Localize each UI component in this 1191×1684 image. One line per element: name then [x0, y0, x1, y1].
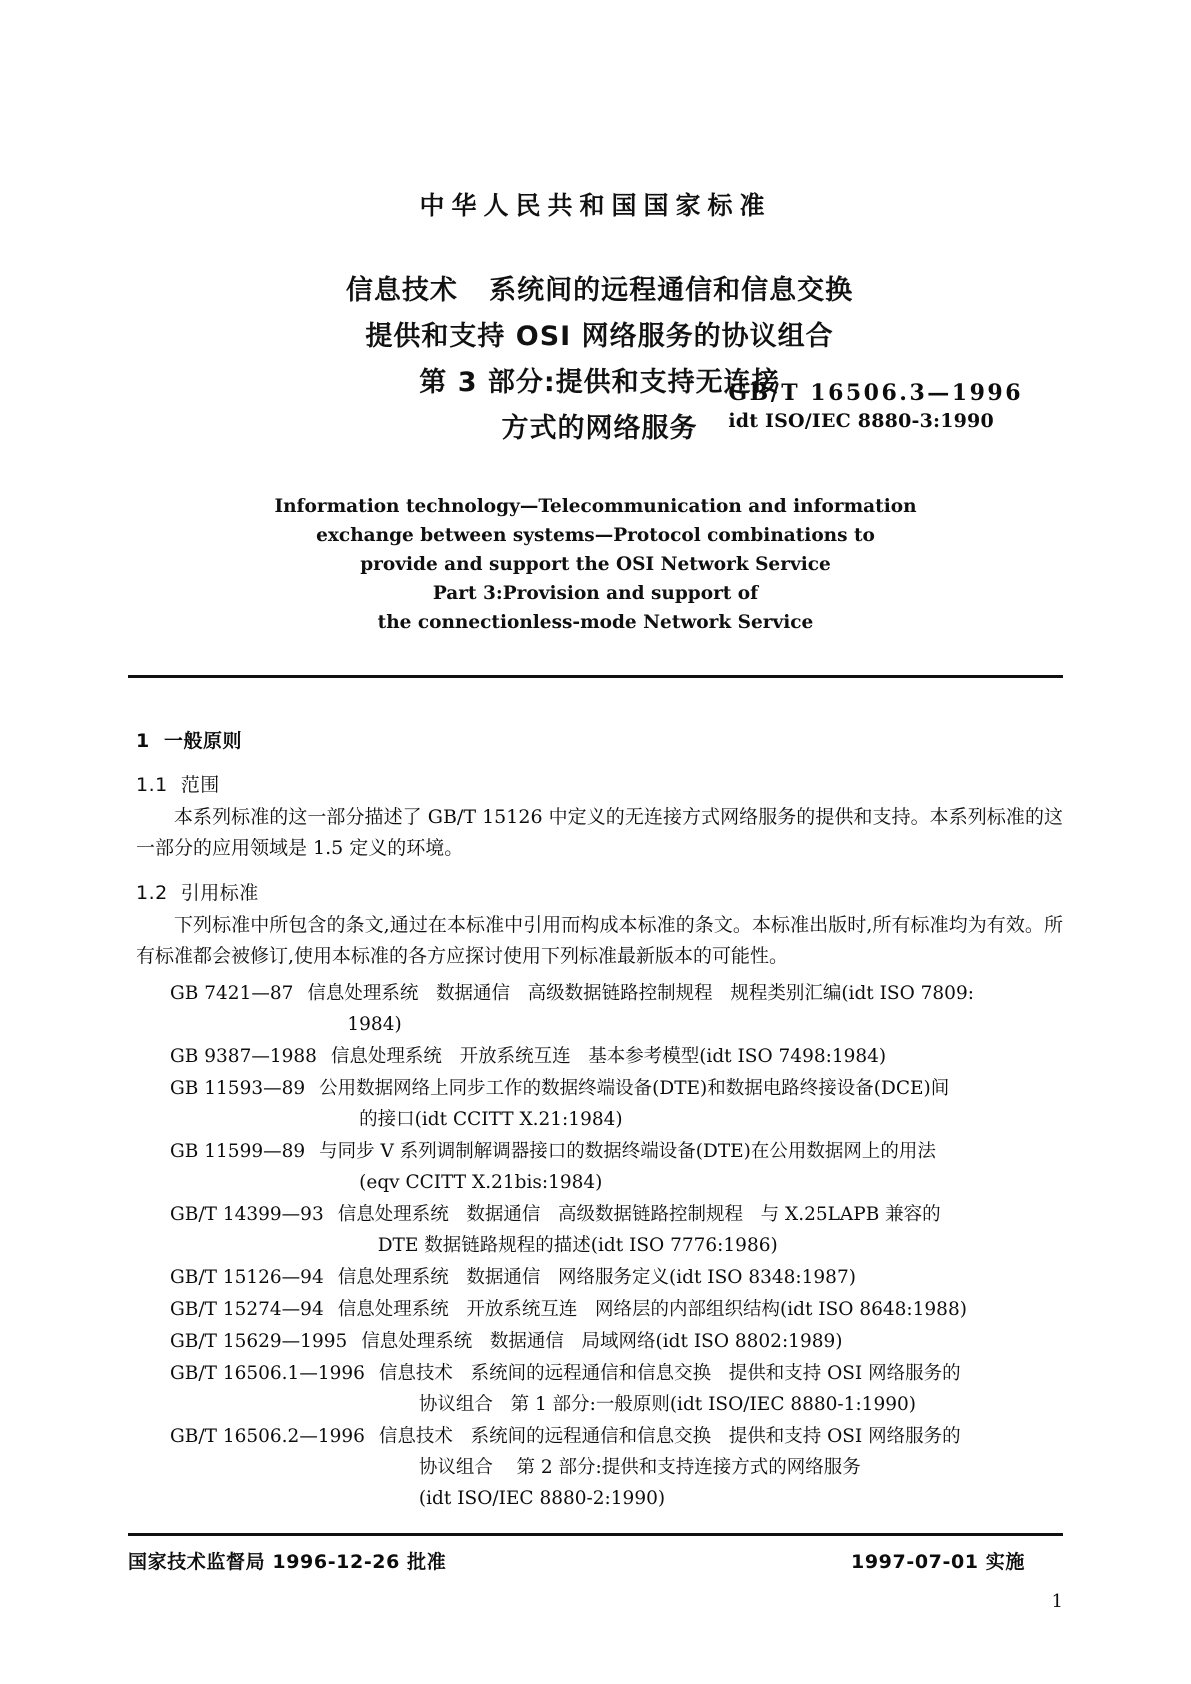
reference-text-line: 协议组合 第 2 部分:提供和支持连接方式的网络服务	[418, 1457, 861, 1478]
reference-item	[128, 1073, 1063, 1135]
reference-number: GB/T 16506.1—1996	[170, 1363, 365, 1384]
reference-text	[307, 978, 1063, 1040]
reference-text-line: (idt ISO/IEC 8880-2:1990)	[418, 1488, 666, 1509]
english-title-line-2: exchange between systems—Protocol combinations to	[316, 525, 875, 546]
reference-text-line: 公用数据网络上同步工作的数据终端设备(DTE)和数据电路终接设备(DCE)间	[319, 1078, 950, 1099]
reference-text-line: 的接口(idt CCITT X.21:1984)	[359, 1109, 623, 1130]
reference-text-line: 信息技术 系统间的远程通信和信息交换 提供和支持 OSI 网络服务的	[378, 1363, 961, 1384]
section-1-1-heading: 1.1 范围	[136, 774, 220, 796]
reference-number: GB 7421—87	[170, 983, 294, 1004]
reference-number: GB 9387—1988	[170, 1046, 317, 1067]
section-1-heading: 1 一般原则	[136, 730, 242, 752]
reference-list	[128, 978, 1063, 1514]
chinese-title-line-2: 提供和支持 OSI 网络服务的协议组合	[365, 321, 834, 352]
reference-number: GB/T 15126—94	[170, 1267, 324, 1288]
reference-text	[331, 1041, 1063, 1072]
english-title-line-5: the connectionless-mode Network Service	[377, 612, 814, 633]
footer-divider	[128, 1533, 1063, 1536]
english-title	[0, 492, 1191, 637]
reference-item	[128, 1358, 1063, 1420]
reference-number: GB/T 14399—93	[170, 1204, 324, 1225]
standard-number-block	[728, 380, 1023, 434]
chinese-title-line-3: 第 3 部分:提供和支持无连接	[419, 367, 780, 398]
reference-item	[128, 1421, 1063, 1514]
reference-item	[128, 1326, 1063, 1357]
chinese-title-line-1: 信息技术 系统间的远程通信和信息交换	[345, 275, 854, 306]
reference-text	[319, 1073, 1063, 1135]
reference-text-line: 信息处理系统 数据通信 网络服务定义(idt ISO 8348:1987)	[337, 1267, 856, 1288]
reference-item	[128, 978, 1063, 1040]
page-number: 1	[1051, 1591, 1063, 1612]
reference-text-line: DTE 数据链路规程的描述(idt ISO 7776:1986)	[377, 1235, 778, 1256]
standard-number: GB/T 16506.3—1996	[728, 380, 1023, 406]
cover-block	[0, 0, 1191, 637]
reference-text-line: 信息技术 系统间的远程通信和信息交换 提供和支持 OSI 网络服务的	[378, 1426, 961, 1447]
section-1-2-heading: 1.2 引用标准	[136, 882, 259, 904]
reference-item	[128, 1136, 1063, 1198]
equivalent-standard: idt ISO/IEC 8880-3:1990	[728, 410, 994, 432]
reference-text-line: 信息处理系统 开放系统互连 网络层的内部组织结构(idt ISO 8648:1988)	[337, 1299, 967, 1320]
reference-item	[128, 1041, 1063, 1072]
reference-text	[338, 1199, 1063, 1261]
reference-text-line: 1984)	[347, 1014, 402, 1035]
reference-text	[338, 1294, 1063, 1325]
reference-item	[128, 1199, 1063, 1261]
reference-text-line: 信息处理系统 数据通信 高级数据链路控制规程 规程类别汇编(idt ISO 7809:	[307, 983, 974, 1004]
reference-number: GB/T 15629—1995	[170, 1331, 348, 1352]
reference-number: GB 11593—89	[170, 1078, 306, 1099]
effective-date-text: 1997-07-01 实施	[851, 1551, 1025, 1573]
reference-text-line: 信息处理系统 数据通信 高级数据链路控制规程 与 X.25LAPB 兼容的	[337, 1204, 941, 1225]
reference-text	[379, 1358, 1063, 1420]
reference-number: GB 11599—89	[170, 1141, 306, 1162]
reference-text	[379, 1421, 1063, 1514]
reference-text	[361, 1326, 1063, 1357]
english-title-line-4: Part 3:Provision and support of	[432, 583, 759, 604]
title-zone	[0, 268, 1191, 452]
reference-text-line: 信息处理系统 开放系统互连 基本参考模型(idt ISO 7498:1984)	[330, 1046, 887, 1067]
reference-text-line: (eqv CCITT X.21bis:1984)	[359, 1172, 603, 1193]
section-1-1-paragraph: 本系列标准的这一部分描述了 GB/T 15126 中定义的无连接方式网络服务的提供和支持。本系列标准的这一部分的应用领域是 1.5 定义的环境。	[136, 806, 1063, 859]
section-1-2-paragraph: 下列标准中所包含的条文,通过在本标准中引用而构成本标准的条文。本标准出版时,所有标准均为有效。所有标准都会被修订,使用本标准的各方应探讨使用下列标准最新版本的可能性。	[136, 914, 1063, 967]
reference-text	[319, 1136, 1063, 1198]
reference-item	[128, 1262, 1063, 1293]
reference-text	[338, 1262, 1063, 1293]
reference-number: GB/T 16506.2—1996	[170, 1426, 365, 1447]
reference-text-line: 信息处理系统 数据通信 局域网络(idt ISO 8802:1989)	[361, 1331, 843, 1352]
page-footer	[128, 1547, 1063, 1574]
english-title-line-1: Information technology—Telecommunication and information	[274, 496, 917, 517]
approval-text: 国家技术监督局 1996-12-26 批准	[128, 1551, 447, 1573]
reference-text-line: 协议组合 第 1 部分:一般原则(idt ISO/IEC 8880-1:1990)	[418, 1394, 916, 1415]
reference-text-line: 与同步 V 系列调制解调器接口的数据终端设备(DTE)在公用数据网上的用法	[319, 1141, 936, 1162]
english-title-line-3: provide and support the OSI Network Service	[360, 554, 831, 575]
document-body	[128, 678, 1063, 1514]
reference-number: GB/T 15274—94	[170, 1299, 324, 1320]
chinese-title-line-4: 方式的网络服务	[501, 413, 698, 444]
national-standard-label: 中华人民共和国国家标准	[419, 191, 772, 220]
reference-item	[128, 1294, 1063, 1325]
